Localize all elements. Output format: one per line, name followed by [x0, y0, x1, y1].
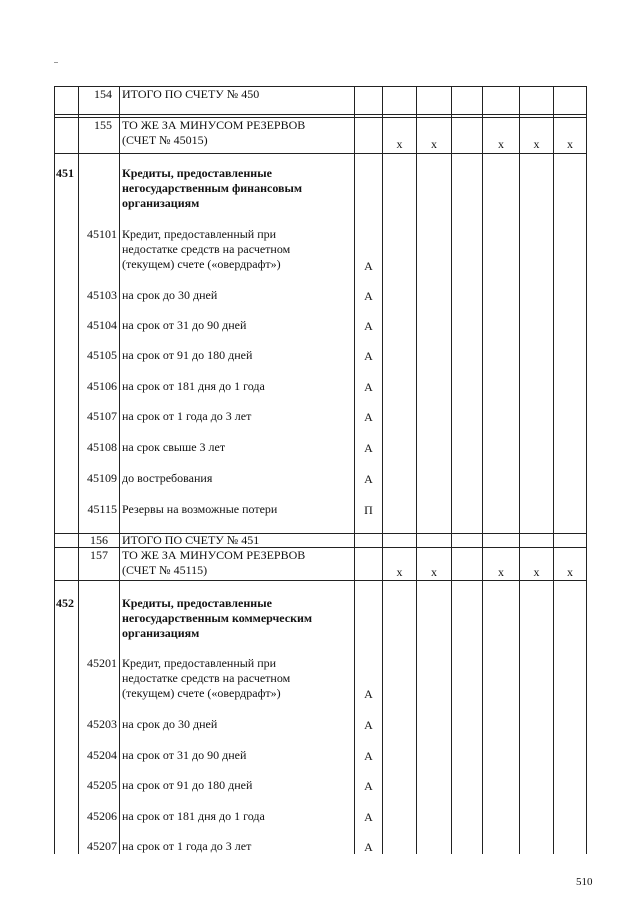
account-type: П [364, 503, 373, 517]
row-number: 154 [94, 87, 112, 101]
account-group-title: Кредиты, предоставленные [122, 166, 272, 180]
row-number: 156 [90, 533, 108, 547]
account-type: А [364, 289, 373, 303]
account-title: на срок от 1 года до 3 лет [122, 839, 252, 853]
account-number: 45101 [87, 227, 117, 241]
account-title: (текущем) счете («овердрафт») [122, 686, 281, 700]
account-type: А [364, 840, 373, 854]
account-title: Кредит, предоставленный при [122, 227, 277, 241]
grid-line [482, 86, 483, 854]
x-mark: x [396, 565, 403, 579]
account-number: 45207 [87, 839, 117, 853]
grid-line [451, 86, 452, 854]
account-type: А [364, 441, 373, 455]
account-type: А [364, 810, 373, 824]
account-title: до востребования [122, 471, 213, 485]
grid-line [54, 580, 587, 581]
x-mark: x [498, 137, 504, 151]
account-title: Резервы на возможные потери [122, 502, 278, 516]
account-title: недостатке средств на расчетном [122, 242, 291, 256]
account-type: А [364, 319, 373, 333]
account-number: 45104 [87, 318, 117, 332]
grid-line [54, 86, 55, 854]
account-number: 45204 [87, 748, 117, 762]
account-type: А [364, 472, 373, 486]
account-type: А [364, 779, 373, 793]
x-mark: x [533, 565, 540, 579]
row-number: 155 [94, 118, 112, 132]
account-title: на срок от 181 дня до 1 года [122, 379, 265, 393]
account-type: А [364, 380, 373, 394]
x-mark: x [533, 137, 540, 151]
grid-line [78, 86, 79, 854]
account-type: А [364, 259, 373, 273]
account-group-title: организациям [122, 626, 200, 640]
grid-line [586, 86, 587, 854]
account-group-title: организациям [122, 196, 200, 210]
account-number: 45103 [87, 288, 117, 302]
account-group-title: Кредиты, предоставленные [122, 596, 272, 610]
row-title: (СЧЕТ № 45115) [122, 563, 208, 577]
account-group-number: 451 [56, 166, 74, 180]
account-title: на срок от 91 до 180 дней [122, 348, 253, 362]
account-number: 45107 [87, 409, 117, 423]
account-title: недостатке средств на расчетном [122, 671, 291, 685]
account-number: 45108 [87, 440, 117, 454]
account-number: 45115 [87, 502, 117, 516]
account-number: 45201 [87, 656, 117, 670]
account-title: на срок до 30 дней [122, 717, 218, 731]
grid-line [354, 86, 355, 854]
account-group-number: 452 [56, 596, 74, 610]
account-number: 45109 [87, 471, 117, 485]
grid-line [553, 86, 554, 854]
row-title: ИТОГО ПО СЧЕТУ № 450 [122, 87, 260, 101]
x-mark: x [396, 137, 403, 151]
account-title: на срок от 91 до 180 дней [122, 778, 253, 792]
scan-mark [54, 62, 58, 63]
row-title: ИТОГО ПО СЧЕТУ № 451 [122, 533, 260, 547]
account-title: на срок свыше 3 лет [122, 440, 226, 454]
grid-line [54, 114, 587, 115]
account-type: А [364, 410, 373, 424]
account-title: на срок от 31 до 90 дней [122, 748, 247, 762]
account-title: (текущем) счете («овердрафт») [122, 257, 281, 271]
grid-line [119, 86, 120, 854]
account-title: Кредит, предоставленный при [122, 656, 277, 670]
account-title: на срок до 30 дней [122, 288, 218, 302]
grid-line [519, 86, 520, 854]
row-number: 157 [90, 548, 108, 562]
account-number: 45105 [87, 348, 117, 362]
account-number: 45106 [87, 379, 117, 393]
account-number: 45203 [87, 717, 117, 731]
account-group-title: негосударственным коммерческим [122, 611, 313, 625]
grid-line [54, 153, 587, 154]
x-mark: x [498, 565, 504, 579]
account-title: на срок от 1 года до 3 лет [122, 409, 252, 423]
row-title: (СЧЕТ № 45015) [122, 133, 208, 147]
account-title: на срок от 181 дня до 1 года [122, 809, 265, 823]
account-type: А [364, 349, 373, 363]
row-title: ТО ЖЕ ЗА МИНУСОМ РЕЗЕРВОВ [122, 118, 306, 132]
x-mark: x [431, 137, 437, 151]
account-type: А [364, 718, 373, 732]
account-number: 45205 [87, 778, 117, 792]
account-type: А [364, 687, 373, 701]
x-mark: x [567, 137, 573, 151]
page-number: 510 [576, 876, 593, 888]
grid-line [416, 86, 417, 854]
account-number: 45206 [87, 809, 117, 823]
x-mark: x [567, 565, 573, 579]
grid-line [382, 86, 383, 854]
x-mark: x [431, 565, 437, 579]
account-type: А [364, 749, 373, 763]
account-title: на срок от 31 до 90 дней [122, 318, 247, 332]
row-title: ТО ЖЕ ЗА МИНУСОМ РЕЗЕРВОВ [122, 548, 306, 562]
account-group-title: негосударственным финансовым [122, 181, 303, 195]
